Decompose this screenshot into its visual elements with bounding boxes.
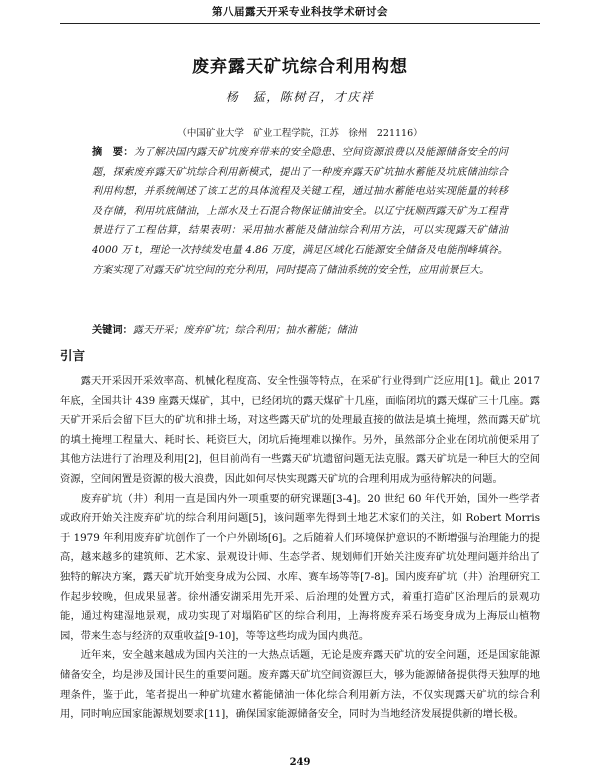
abstract-text: 为了解决国内露天矿坑废弃带来的安全隐患、空间资源浪费以及能源储备安全的问题，探索废弃露天矿坑综合利用新模式，提出了一种废弃露天矿坑抽水蓄能及坑底储油综合利用构想，并系统阐述了该工艺的具体流程及关键工程，通过抽水蓄能电站实现能量的转移及存储，利用坑底储油，上部水及土石混合物保证储油安全。以辽宁抚顺西露天矿为工程背景进行了工程估算，结果表明：采用抽水蓄能及储油综合利用方法，可以实现露天矿储油 4000 万 t，理论一次持续发电量 4.86 万度，满足区域化石能源安全储备及电能削峰填谷。方案实现了对露天矿坑空间的充分利用，同时提高了储油系统的安全性，应用前景巨大。 [92, 147, 508, 276]
author-list: 杨 猛，陈树召，才庆祥 [225, 90, 375, 104]
paragraph: 露天开采因开采效率高、机械化程度高、安全性强等特点，在采矿行业得到广泛应用[1]。截止 2017 年底，全国共计 439 座露天煤矿，其中，已经闭坑的露天煤矿十几座，面临闭坑的露天煤矿三十几座。露天矿开采后会留下巨大的矿坑和排土场，对这些露天矿坑的处理最直接的做法是填土掩埋，然而露天矿坑的填土掩埋工程量大、耗时长、耗资巨大，闭坑后掩埋难以操作。另外，虽然部分企业在闭坑前便采用了其他方法进行了治理及利用[2]，但目前尚有一些露天矿坑遗留问题无法克服。露天矿坑是一种巨大的空间资源，空间闲置是资源的极大浪费，因此如何尽快实现露天矿坑的合理利用成为亟待解决的问题。 [60, 375, 540, 485]
paragraph: 近年来，安全越来越成为国内关注的一大热点话题，无论是废弃露天矿坑的安全问题，还是国家能源储备安全，均是涉及国计民生的重要问题。废弃露天矿坑空间资源巨大，够为能源储备提供得天独厚的地理条件，鉴于此，笔者提出一种矿坑建水蓄能储油一体化综合利用新方法，不仅实现露天矿坑的综合利用，同时响应国家能源规划要求[11]，确保国家能源储备安全，同时为当地经济发展提供新的增长极。 [60, 649, 540, 721]
affiliation: （中国矿业大学 矿业工程学院，江苏 徐州 221116） [177, 128, 423, 139]
paragraph: 废弃矿坑（井）利用一直是国内外一项重要的研究课题[3-4]。20 世纪 60 年代开始，国外一些学者或政府开始关注废弃矿坑的综合利用问题[5]，该问题率先得到土地艺术家们的关注，如 Robert Morris 于 1979 年利用废弃矿坑创作了一个户外剧场[6]。之后随着人们环境保护意识的不断增强与治理能力的提高，越来越多的建筑师、艺术家、景观设计师、生态学者、规划师们开始关注废弃矿坑处理问题并给出了独特的解决方案，露天矿坑开始变身成为公园、水库、赛车场等等[7-8]。国内废弃矿坑（井）治理研究工作起步较晚，但成果显著。徐州潘安湖采用先开采、后治理的处置方式，着重打造矿区治理后的景观功能，通过构建湿地景观，成功实现了对塌陷矿区的综合利用，上海将废弃采石场变身成为上海辰山植物园，带来生态与经济的双重收益[9-10]，等等这些均成为国内典范。 [60, 492, 540, 642]
section-heading: 引言 [60, 348, 86, 363]
running-head: 第八届露天开采专业科技学术研讨会 [60, 4, 540, 24]
keywords-label: 关键词： [92, 324, 133, 336]
abstract [92, 143, 508, 280]
keywords-text: 露天开采；废弃矿坑；综合利用；抽水蓄能；储油 [132, 325, 357, 336]
keywords [92, 321, 508, 340]
body-text [60, 372, 540, 725]
page-number: 249 [289, 757, 311, 768]
paper-title: 废弃露天矿坑综合利用构想 [192, 57, 408, 77]
abstract-label: 摘 要： [92, 146, 134, 158]
